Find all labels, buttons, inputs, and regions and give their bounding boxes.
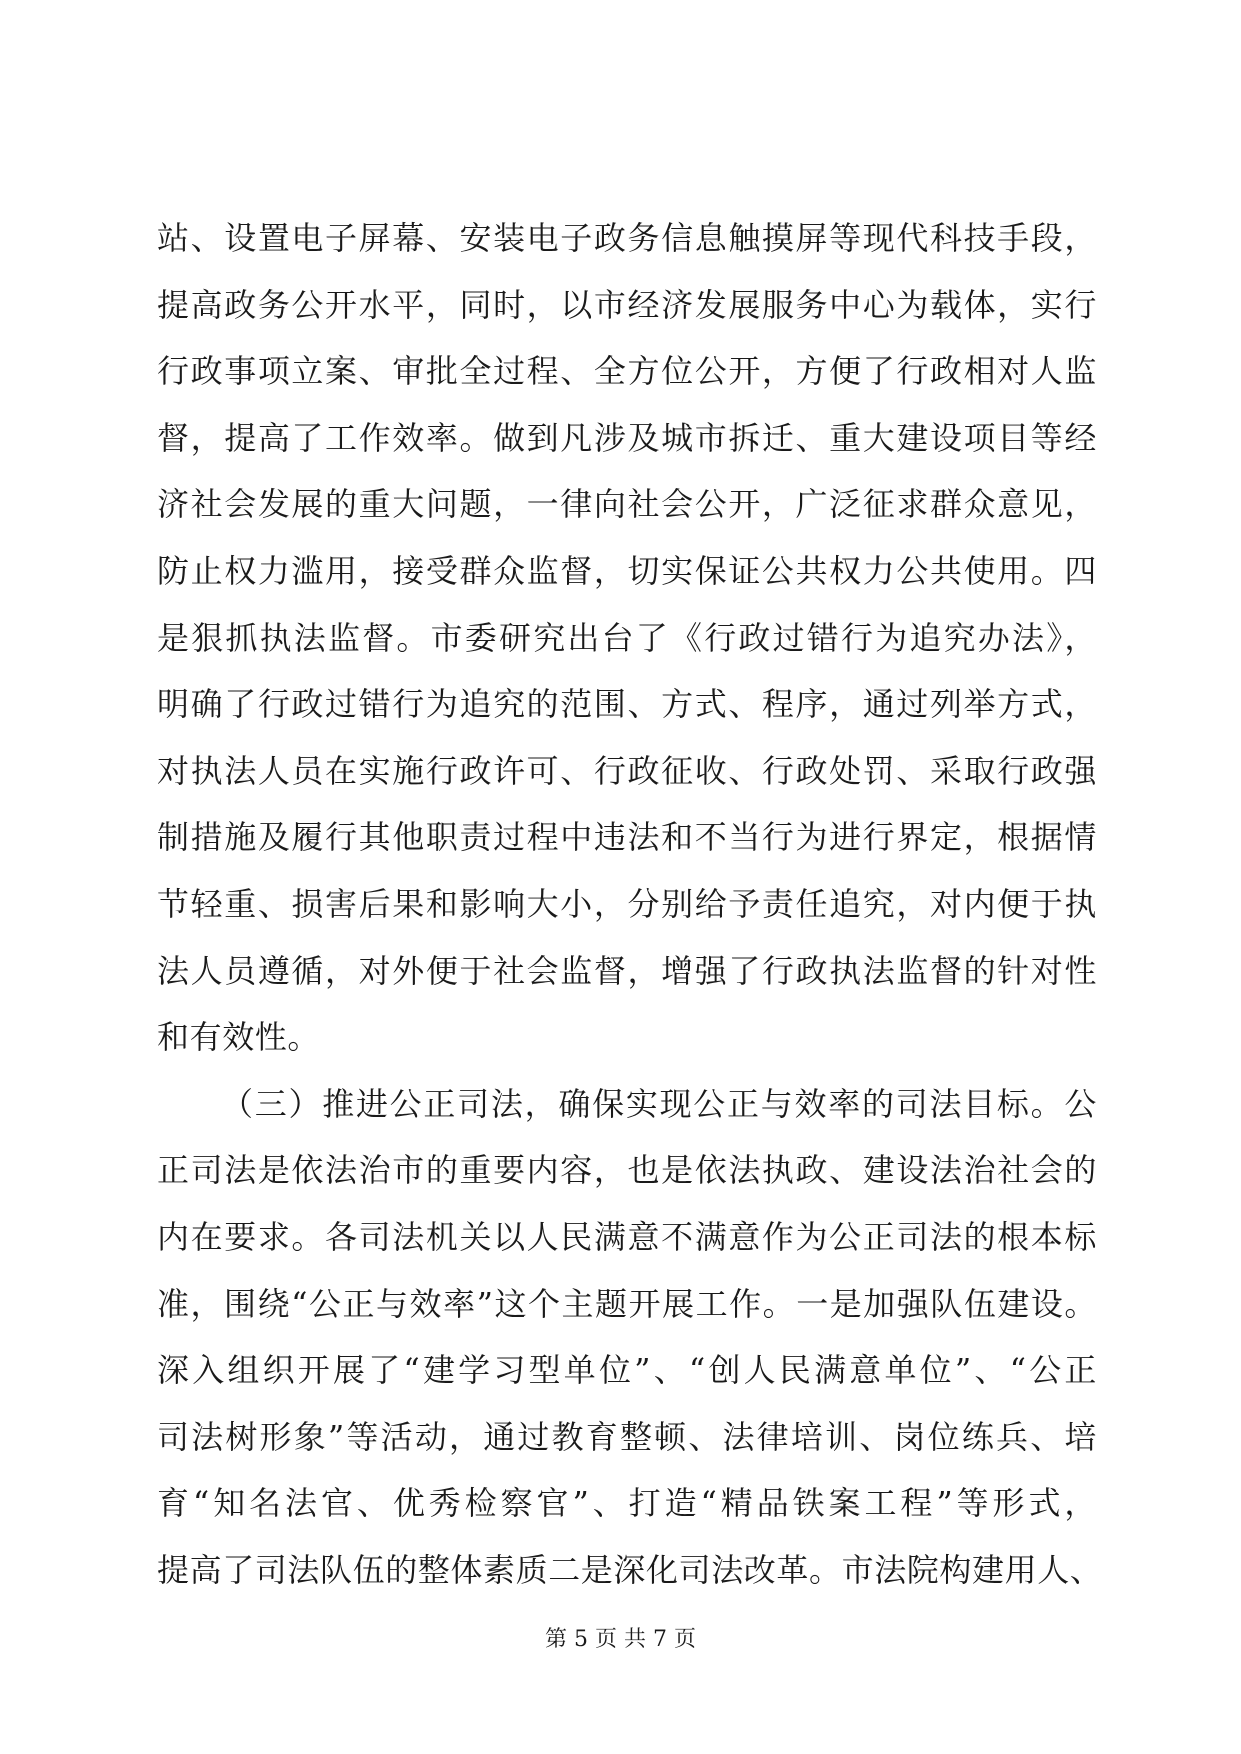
text-line: 内在要求。各司法机关以人民满意不满意作为公正司法的根本标 [157, 1217, 1097, 1256]
text-line: 提高政务公开水平，同时，以市经济发展服务中心为载体，实行 [157, 285, 1097, 324]
text-line: 司法树形象”等活动，通过教育整顿、法律培训、岗位练兵、培 [157, 1417, 1097, 1456]
text-line: 济社会发展的重大问题，一律向社会公开，广泛征求群众意见， [157, 485, 1097, 524]
text-line: 和有效性。 [157, 1018, 321, 1057]
text-line: 深入组织开展了“建学习型单位”、“创人民满意单位”、“公正 [157, 1351, 1097, 1390]
text-line: 正司法是依法治市的重要内容，也是依法执政、建设法治社会的 [157, 1151, 1097, 1190]
text-line: 育“知名法官、优秀检察官”、打造“精品铁案工程”等形式， [157, 1484, 1097, 1523]
text-line: 是狠抓执法监督。市委研究出台了《行政过错行为追究办法》， [157, 618, 1097, 657]
text-line: （三）推进公正司法，确保实现公正与效率的司法目标。公 [221, 1084, 1097, 1123]
text-line: 提高了司法队伍的整体素质二是深化司法改革。市法院构建用人、 [157, 1550, 1103, 1589]
text-line: 站、设置电子屏幕、安装电子政务信息触摸屏等现代科技手段， [157, 219, 1097, 257]
page-footer: 第 5 页 共 7 页 [545, 1627, 696, 1652]
text-line: 督，提高了工作效率。做到凡涉及城市拆迁、重大建设项目等经 [157, 418, 1097, 457]
text-line: 防止权力滥用，接受群众监督，切实保证公共权力公共使用。四 [157, 551, 1097, 590]
text-line: 制措施及履行其他职责过程中违法和不当行为进行界定，根据情 [157, 818, 1097, 857]
text-line: 准，围绕“公正与效率”这个主题开展工作。一是加强队伍建设。 [157, 1284, 1097, 1323]
text-line: 对执法人员在实施行政许可、行政征收、行政处罚、采取行政强 [157, 751, 1097, 790]
text-line: 明确了行政过错行为追究的范围、方式、程序，通过列举方式， [157, 685, 1097, 724]
text-line: 行政事项立案、审批全过程、全方位公开，方便了行政相对人监 [157, 352, 1097, 391]
text-line: 法人员遵循，对外便于社会监督，增强了行政执法监督的针对性 [157, 951, 1097, 990]
text-line: 节轻重、损害后果和影响大小，分别给予责任追究，对内便于执 [157, 884, 1097, 923]
document-body [157, 205, 1103, 1603]
